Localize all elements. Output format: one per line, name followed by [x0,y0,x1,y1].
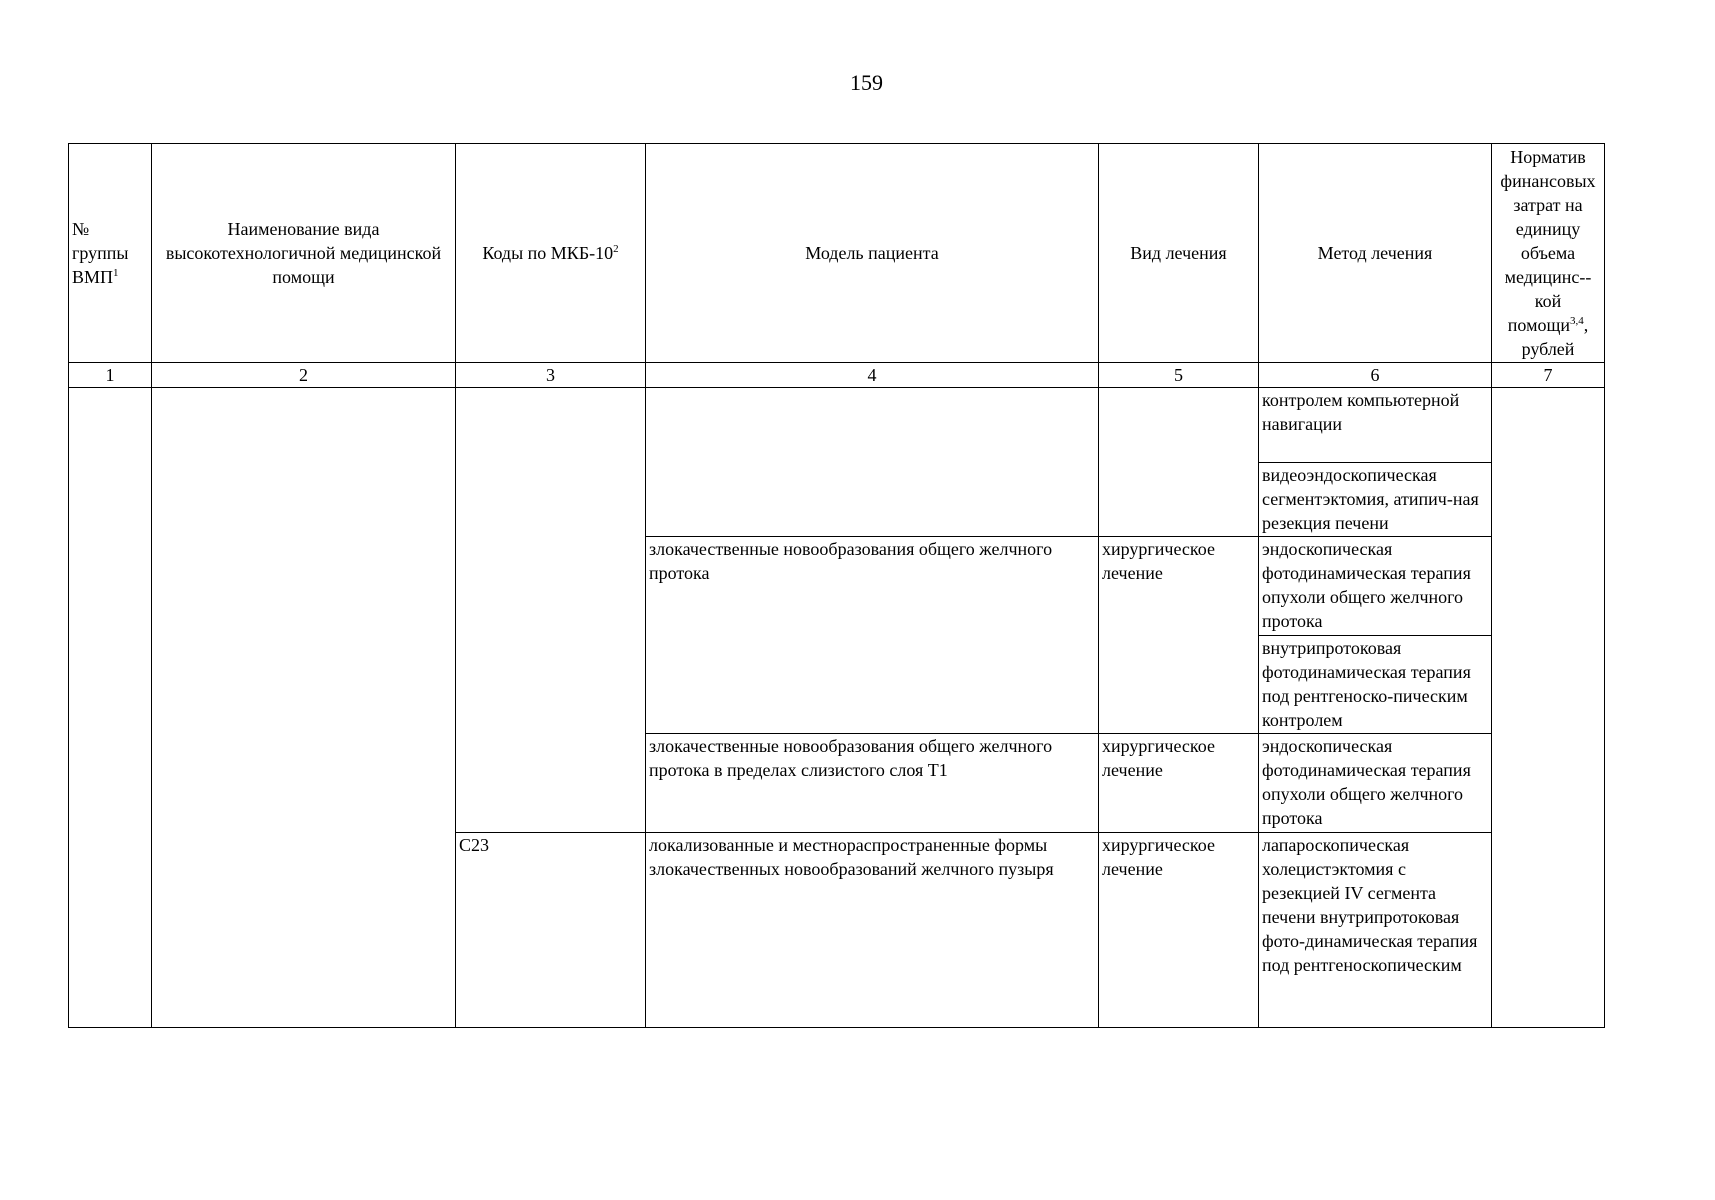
patient-model-cell: злокачественные новообразования общего желчного протока [646,537,1099,734]
column-number: 7 [1492,363,1605,388]
treatment-type-cell: хирургическое лечение [1099,734,1259,833]
vmp-table [68,143,1605,1028]
column-number: 3 [456,363,646,388]
icd-code-cell: С23 [456,833,646,1028]
group-number-cell [69,388,152,1028]
header-treatment-method: Метод лечения [1259,144,1492,363]
patient-model-cell [646,388,1099,537]
patient-model-cell: локализованные и местнораспространенные формы злокачественных новообразований желчного пузыря [646,833,1099,1028]
header-care-type: Наименование вида высокотехнологичной медицинской помощи [152,144,456,363]
treatment-type-cell [1099,388,1259,537]
icd-code-cell [456,388,646,833]
column-number: 1 [69,363,152,388]
column-number: 2 [152,363,456,388]
header-icd-codes: Коды по МКБ-$10^2$ [456,144,646,363]
header-group-number: № группы ВМП$^1$ [69,144,152,363]
treatment-method-cell: эндоскопическая фотодинамическая терапия опухоли общего желчного протока [1259,537,1492,636]
treatment-method-cell: видеоэндоскопическая сегментэктомия, атипич-ная резекция печени [1259,463,1492,537]
column-number-row [69,363,1605,388]
treatment-method-cell: внутрипротоковая фотодинамическая терапия под рентгеноско-пическим контролем [1259,636,1492,734]
column-number: 6 [1259,363,1492,388]
treatment-method-cell: лапароскопическая холецистэктомия с резекцией IV сегмента печени внутрипротоковая фото-динамическая терапия под рентгеноскопическим [1259,833,1492,1028]
cost-norm-cell [1492,388,1605,1028]
column-number: 4 [646,363,1099,388]
treatment-type-cell: хирургическое лечение [1099,537,1259,734]
treatment-method-cell: эндоскопическая фотодинамическая терапия опухоли общего желчного протока [1259,734,1492,833]
column-number: 5 [1099,363,1259,388]
table-row [69,388,1605,463]
header-treatment-type: Вид лечения [1099,144,1259,363]
header-cost-norm: Норматив финансовых затрат на единицу объема медицинс--кой помощи$^{3,4}$, рублей [1492,144,1605,363]
patient-model-cell: злокачественные новообразования общего желчного протока в пределах слизистого слоя Т1 [646,734,1099,833]
page-number: 159 [850,70,883,95]
treatment-method-cell: контролем компьютерной навигации [1259,388,1492,463]
header-row [69,144,1605,363]
header-patient-model: Модель пациента [646,144,1099,363]
treatment-type-cell: хирургическое лечение [1099,833,1259,1028]
care-type-cell [152,388,456,1028]
